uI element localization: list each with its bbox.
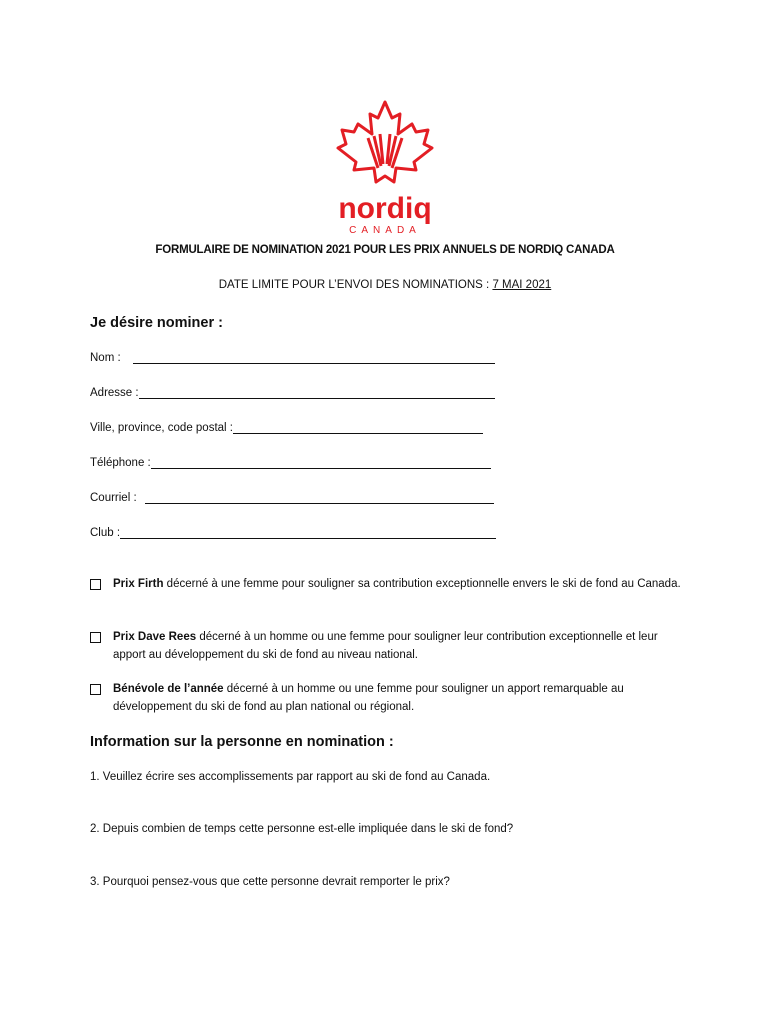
phone-field[interactable] bbox=[90, 456, 491, 469]
award-description: décerné à une femme pour souligner sa contribution exceptionnelle envers le ski de fond au Canada. bbox=[163, 578, 681, 590]
logo-subtext: CANADA bbox=[349, 225, 421, 236]
deadline-line bbox=[0, 279, 770, 291]
phone-label: Téléphone : bbox=[90, 457, 151, 469]
info-heading: Information sur la personne en nomination : bbox=[90, 734, 394, 750]
question-2: 2. Depuis combien de temps cette personne est-elle impliquée dans le ski de fond? bbox=[90, 823, 514, 835]
name-label: Nom : bbox=[90, 352, 121, 364]
award-option-volunteer[interactable] bbox=[90, 680, 690, 716]
logo-wordmark: nordiq bbox=[338, 192, 432, 225]
award-name: Prix Firth bbox=[113, 578, 164, 590]
deadline-date: 7 MAI 2021 bbox=[492, 279, 552, 291]
award-option-firth[interactable] bbox=[90, 575, 690, 593]
award-option-dave-rees[interactable] bbox=[90, 628, 690, 664]
question-1: 1. Veuillez écrire ses accomplissements par rapport au ski de fond au Canada. bbox=[90, 771, 491, 783]
award-description: décerné à un homme ou une femme pour souligner un apport remarquable au développement du ski de fond au plan national ou régional. bbox=[113, 683, 624, 713]
maple-leaf-icon bbox=[328, 96, 442, 236]
form-title: FORMULAIRE DE NOMINATION 2021 POUR LES PRIX ANNUELS DE NORDIQ CANADA bbox=[155, 244, 615, 256]
city-province-postal-label: Ville, province, code postal : bbox=[90, 422, 233, 434]
question-3: 3. Pourquoi pensez-vous que cette personne devrait remporter le prix? bbox=[90, 876, 450, 888]
award-name: Bénévole de l’année bbox=[113, 683, 224, 695]
name-input-line[interactable] bbox=[133, 351, 495, 364]
name-field[interactable] bbox=[90, 351, 495, 364]
nominee-heading: Je désire nominer : bbox=[90, 315, 223, 331]
city-province-postal-field[interactable] bbox=[90, 421, 483, 434]
award-text bbox=[113, 575, 681, 593]
deadline-label: DATE LIMITE POUR L’ENVOI DES NOMINATIONS : bbox=[218, 279, 493, 291]
checkbox[interactable] bbox=[90, 632, 101, 643]
address-field[interactable] bbox=[90, 386, 495, 399]
email-field[interactable] bbox=[90, 491, 494, 504]
email-input-line[interactable] bbox=[145, 491, 494, 504]
city-province-postal-input-line[interactable] bbox=[233, 421, 483, 434]
checkbox[interactable] bbox=[90, 579, 101, 590]
club-field[interactable] bbox=[90, 526, 496, 539]
club-label: Club : bbox=[90, 527, 121, 539]
phone-input-line[interactable] bbox=[151, 456, 491, 469]
award-text bbox=[113, 680, 690, 716]
email-label: Courriel : bbox=[90, 492, 137, 504]
nordiq-canada-logo bbox=[328, 96, 442, 236]
award-text bbox=[113, 628, 690, 664]
club-input-line[interactable] bbox=[120, 526, 496, 539]
award-description: décerné à un homme ou une femme pour souligner leur contribution exceptionnelle et leur apport au développement du ski de fond au niveau national. bbox=[113, 631, 658, 661]
address-input-line[interactable] bbox=[139, 386, 495, 399]
address-label: Adresse : bbox=[90, 387, 139, 399]
award-name: Prix Dave Rees bbox=[113, 631, 197, 643]
checkbox[interactable] bbox=[90, 684, 101, 695]
